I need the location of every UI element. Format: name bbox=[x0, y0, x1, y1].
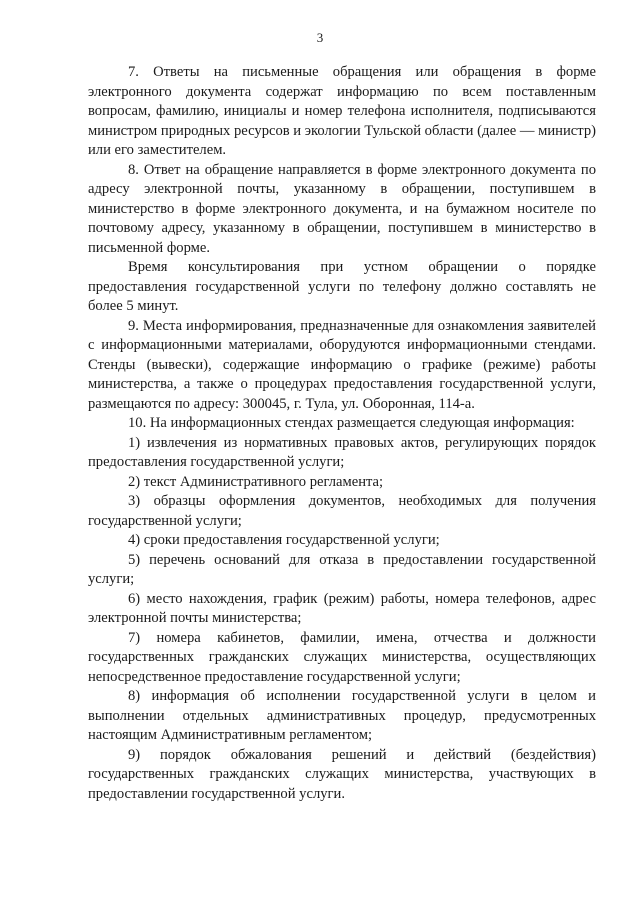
list-item-8: 8) информация об исполнении государственной услуги в целом и выполнении отдельных административных процедур, предусмотренных настоящим Административным регламентом; bbox=[88, 688, 596, 743]
list-item-5: 5) перечень оснований для отказа в предоставлении государственной услуги; bbox=[88, 551, 596, 587]
page-number: 3 bbox=[316, 30, 324, 45]
paragraph-7-answers: 7. Ответы на письменные обращения или обращения в форме электронного документа содержат информацию по всем поставленным вопросам, фамилию, инициалы и номер телефона исполнителя, подписываются министром природных ресурсов и экологии Тульской области (далее — министр) или его заместителем. bbox=[88, 64, 596, 158]
list-item-7: 7) номера кабинетов, фамилии, имена, отчества и должности государственных гражданских служащих министерства, осуществляющих непосредственное предоставление государственной услуги; bbox=[88, 629, 596, 685]
paragraph-9-information-places: 9. Места информирования, предназначенные для ознакомления заявителей с информационными материалами, оборудуются информационными стендами. Стенды (вывески), содержащие информацию о графике (режиме) работы министерства, а также о процедурах предоставления государственной услуги, размещаются по адресу: 300045, г. Тула, ул. Оборонная, 114-а. bbox=[88, 317, 596, 412]
list-item-2: 2) текст Административного регламента; bbox=[128, 473, 384, 490]
document-body bbox=[88, 63, 596, 804]
paragraph-10-stand-info: 10. На информационных стендах размещается следующая информация: bbox=[128, 415, 575, 431]
list-item-6: 6) место нахождения, график (режим) работы, номера телефонов, адрес электронной почты министерства; bbox=[88, 590, 596, 626]
list-item-1: 1) извлечения из нормативных правовых актов, регулирующих порядок предоставления государственной услуги; bbox=[88, 434, 596, 470]
list-item-4: 4) сроки предоставления государственной услуги; bbox=[128, 532, 440, 548]
paragraph-consultation-time: Время консультирования при устном обращении о порядке предоставления государственной услуги по телефону должно составлять не более 5 минут. bbox=[88, 259, 596, 314]
paragraph-8-response-delivery: 8. Ответ на обращение направляется в форме электронного документа по адресу электронной почты, указанному в обращении, поступившем в министерство в форме электронного документа, и на бумажном носителе по почтовому адресу, указанному в обращении, поступившем в министерство в письменной форме. bbox=[88, 161, 596, 256]
list-item-3: 3) образцы оформления документов, необходимых для получения государственной услуги; bbox=[88, 493, 596, 529]
list-item-9: 9) порядок обжалования решений и действий (бездействия) государственных гражданских служащих министерства, участвующих в предоставлении государственной услуги. bbox=[88, 746, 596, 802]
